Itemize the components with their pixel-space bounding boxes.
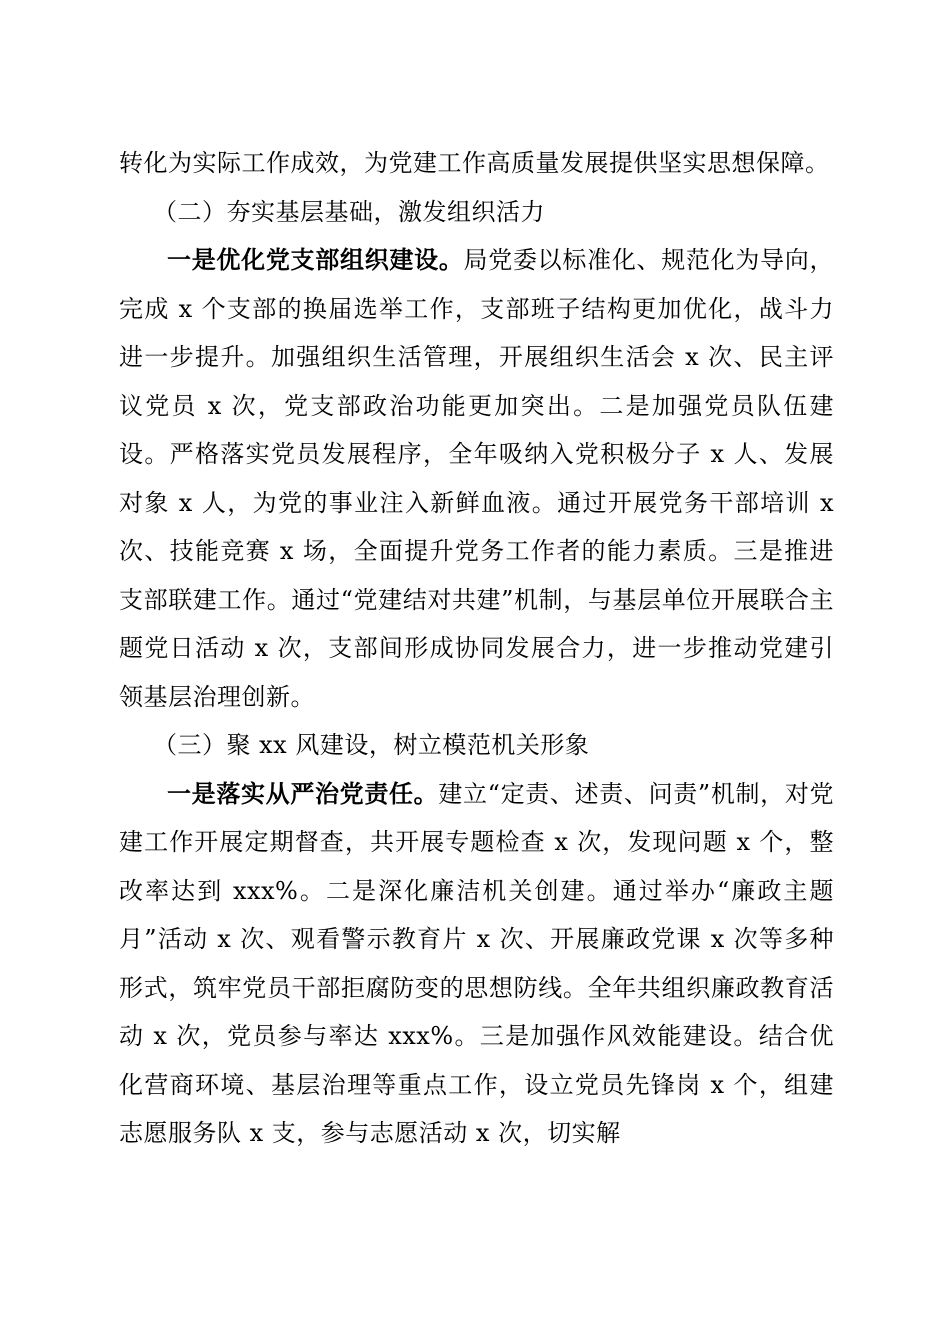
section-3-paragraph bbox=[119, 770, 834, 1158]
section-2-body: 局党委以标准化、规范化为导向，完成 x 个支部的换届选举工作，支部班子结构更加优化，战斗力进一步提升。加强组织生活管理，开展组织生活会 x 次、民主评议党员 x 次，党支部政治功能更加突出。二是加强党员队伍建设。严格落实党员发展程序，全年吸纳入党积极分子 x 人、发展对象 x 人，为党的事业注入新鲜血液。通过开展党务干部培训 x 次、技能竞赛 x 场，全面提升党务工作者的能力素质。三是推进支部联建工作。通过“党建结对共建”机制，与基层单位开展联合主题党日活动 x 次，支部间形成协同发展合力，进一步推动党建引领基层治理创新。 bbox=[119, 246, 835, 711]
section-2-lead: 一是优化党支部组织建设。 bbox=[167, 245, 464, 274]
continuation-paragraph: 转化为实际工作成效，为党建工作高质量发展提供坚实思想保障。 bbox=[119, 149, 830, 177]
section-2-paragraph bbox=[119, 236, 834, 721]
section-3-body: 建立“定责、述责、问责”机制，对党建工作开展定期督查，共开展专题检查 x 次，发现问题 x 个，整改率达到 xxx%。二是深化廉洁机关创建。通过举办“廉政主题月”活动 x 次、观看警示教育片 x 次、开展廉政党课 x 次等多种形式，筑牢党员干部拒腐防变的思想防线。全年共组织廉政教育活动 x 次，党员参与率达 xxx%。三是加强作风效能建设。结合优化营商环境、基层治理等重点工作，设立党员先锋岗 x 个，组建志愿服务队 x 支，参与志愿活动 x 次，切实解 bbox=[119, 779, 835, 1147]
section-heading-3: （三）聚 xx 风建设，树立模范机关形象 bbox=[153, 731, 590, 759]
section-heading-2: （二）夯实基层基础，激发组织活力 bbox=[153, 197, 545, 226]
section-3-lead: 一是落实从严治党责任。 bbox=[167, 778, 439, 808]
document-body bbox=[119, 139, 834, 1158]
